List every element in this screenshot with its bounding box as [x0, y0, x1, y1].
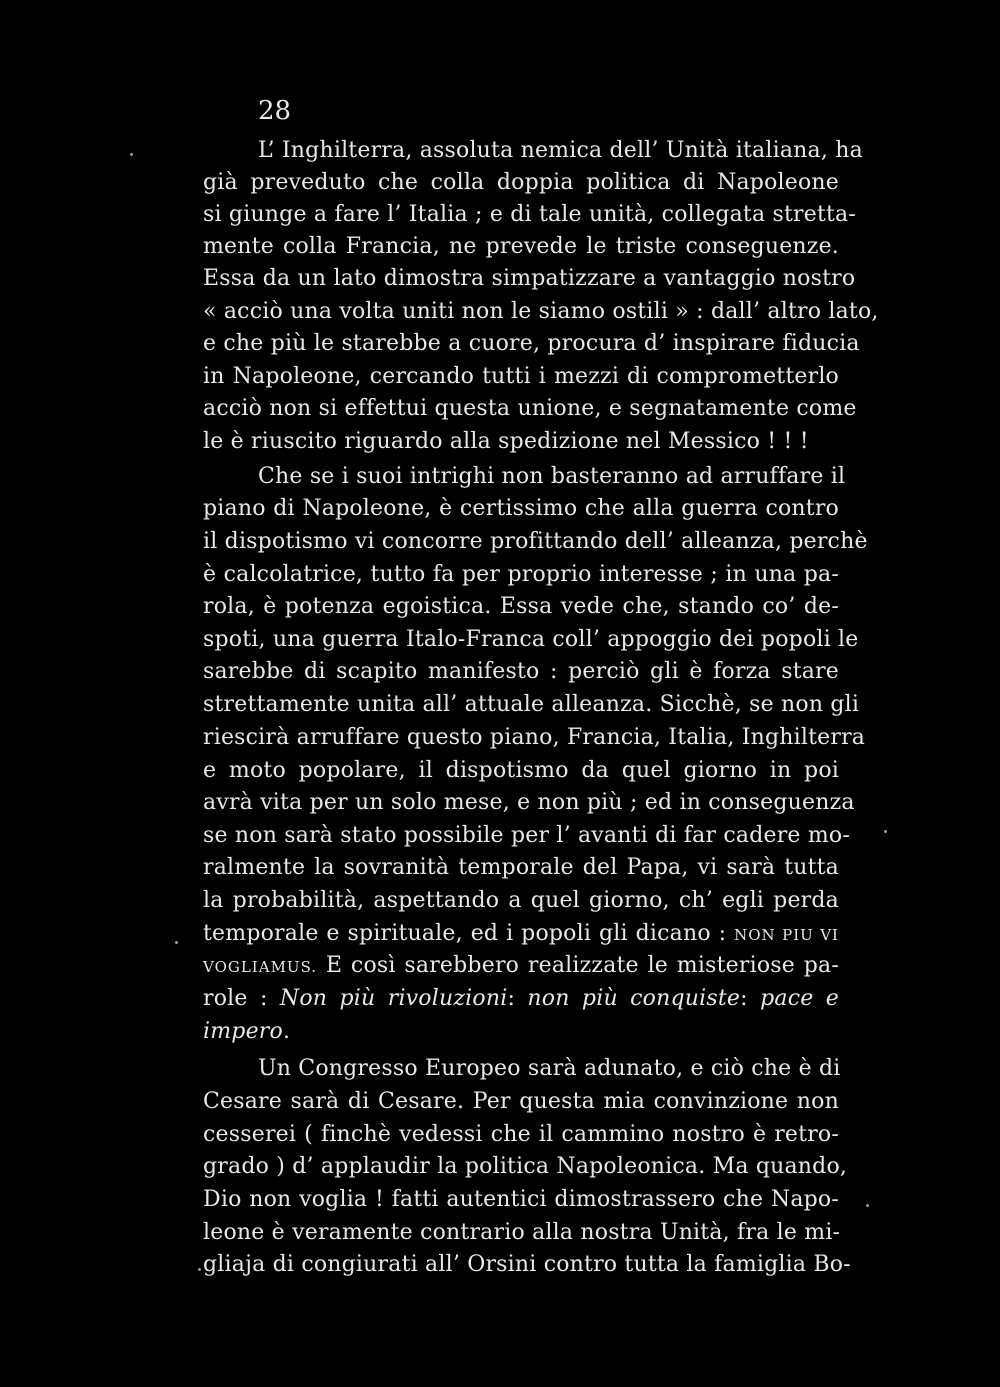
text-line [203, 951, 839, 981]
text-line: il dispotismo vi concorre profittando dell’ alleanza, perchè [203, 529, 868, 554]
text-fragment: . [282, 1019, 291, 1044]
text-line: « acciò una volta uniti non le siamo ostili » : dall’ altro lato, [203, 299, 879, 324]
text-line: si giunge a fare l’ Italia ; e di tale unità, collegata stretta- [203, 202, 856, 227]
smallcaps-text: VOGLIAMUS. [203, 958, 318, 976]
italic-text: Non più rivoluzioni [279, 986, 508, 1011]
scan-speck [130, 153, 133, 156]
text-line: spoti, una guerra Italo-Franca coll’ appoggio dei popoli le [203, 627, 859, 652]
text-line: L’ Inghilterra, assoluta nemica dell’ Unità italiana, ha [258, 138, 863, 163]
text-line: Un Congresso Europeo sarà adunato, e ciò che è di [258, 1056, 841, 1081]
text-line: già preveduto che colla doppia politica di Napoleone [203, 170, 839, 195]
text-line: e moto popolare, il dispotismo da quel giorno in poi [203, 758, 839, 783]
text-line: ralmente la sovranità temporale del Papa, vi sarà tutta [203, 855, 839, 880]
text-fragment: role : [203, 986, 268, 1011]
text-line: e che più le starebbe a cuore, procura d’ inspirare fiducia [203, 331, 860, 356]
scan-speck [175, 941, 178, 944]
text-line: è calcolatrice, tutto fa per proprio interesse ; in una pa- [203, 562, 839, 587]
scan-speck [198, 1268, 201, 1271]
text-line: Cesare sarà di Cesare. Per questa mia convinzione non [203, 1089, 839, 1114]
text-fragment: : [740, 986, 748, 1011]
text-line [203, 919, 839, 949]
text-line: leone è veramente contrario alla nostra Unità, fra le mi- [203, 1220, 841, 1245]
text-line: la probabilità, aspettando a quel giorno, ch’ egli perda [203, 888, 839, 913]
page-number: 28 [258, 96, 292, 126]
smallcaps-text: NON PIU VI [734, 926, 839, 944]
text-line [203, 984, 839, 1014]
text-fragment: E così sarebbero realizzate le misteriose pa- [325, 953, 839, 978]
text-line: piano di Napoleone, è certissimo che alla guerra contro [203, 496, 839, 521]
scan-speck [866, 1204, 869, 1207]
text-line: cesserei ( finchè vedessi che il cammino nostro è retro- [203, 1122, 839, 1147]
text-line: se non sarà stato possibile per l’ avanti di far cadere mo- [203, 823, 850, 848]
text-line: avrà vita per un solo mese, e non più ; ed in conseguenza [203, 790, 855, 815]
italic-text: impero [203, 1019, 283, 1044]
text-fragment: : [507, 986, 516, 1011]
text-line: riescirà arruffare questo piano, Francia, Italia, Inghilterra [203, 725, 866, 750]
text-line: mente colla Francia, ne prevede le triste conseguenze. [203, 234, 839, 259]
text-fragment: temporale e spirituale, ed i popoli gli dicano : [203, 921, 727, 946]
text-line: le è riuscito riguardo alla spedizione nel Messico ! ! ! [203, 429, 809, 454]
text-line: Essa da un lato dimostra simpatizzare a vantaggio nostro [203, 266, 856, 291]
text-line: strettamente unita all’ attuale alleanza. Sicchè, se non gli [203, 692, 860, 717]
text-line: sarebbe di scapito manifesto : perciò gli è forza stare [203, 659, 839, 684]
text-line: in Napoleone, cercando tutti i mezzi di comprometterlo [203, 364, 839, 389]
italic-text: non più conquiste [527, 986, 741, 1011]
text-line: Dio non voglia ! fatti autentici dimostrassero che Napo- [203, 1187, 839, 1212]
scan-speck [884, 830, 887, 833]
italic-text: pace e [760, 986, 839, 1011]
text-line: grado ) d’ applaudir la politica Napoleonica. Ma quando, [203, 1154, 848, 1179]
text-line: acciò non si effettui questa unione, e segnatamente come [203, 396, 857, 421]
text-line: Che se i suoi intrighi non basteranno ad arruffare il [258, 464, 846, 489]
text-line: gliaja di congiurati all’ Orsini contro tutta la famiglia Bo- [203, 1252, 851, 1277]
text-line [203, 1017, 839, 1047]
text-line: rola, è potenza egoistica. Essa vede che, stando co’ de- [203, 594, 839, 619]
